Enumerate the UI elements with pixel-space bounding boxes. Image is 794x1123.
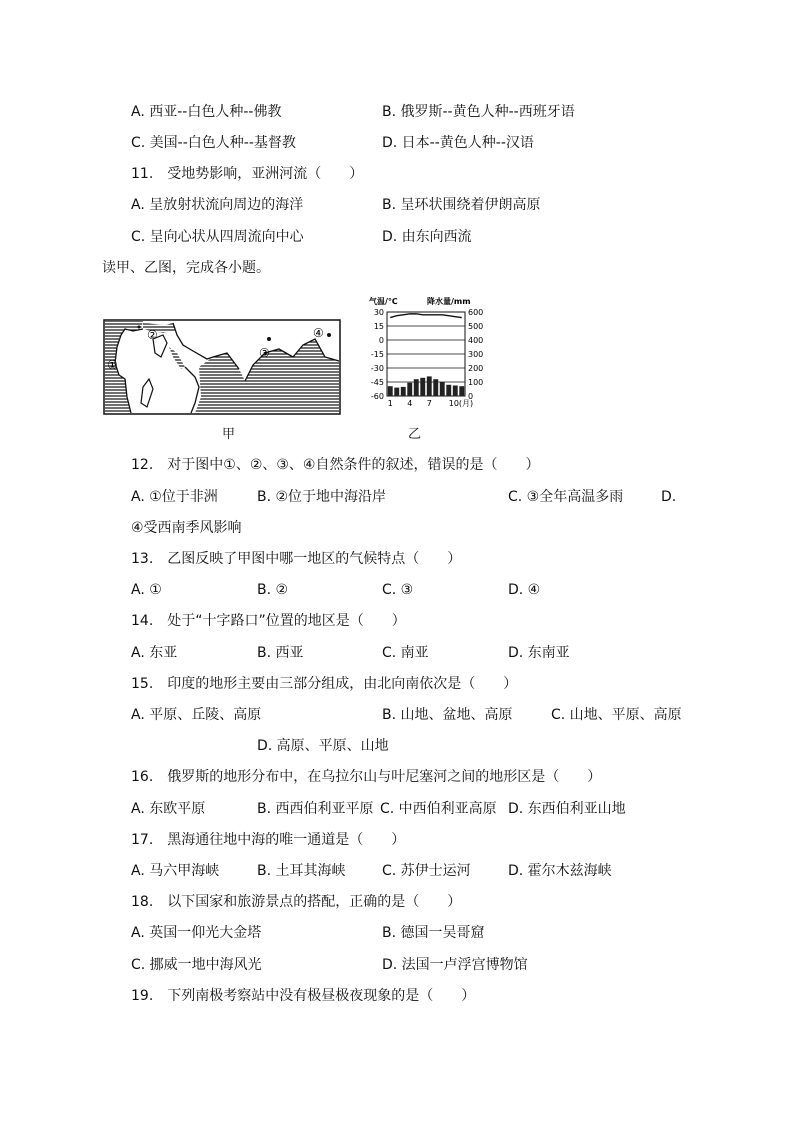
precip-bar: [414, 379, 419, 396]
q11-option-b: B. 呈环状围绕着伊朗高原: [382, 197, 541, 213]
q15-stem: 15. 印度的地形主要由三部分组成，由北向南依次是（ ）: [131, 676, 518, 692]
chart-caption: 乙: [408, 427, 422, 442]
q15-option-d: D. 高原、平原、山地: [257, 738, 389, 754]
precip-bar: [420, 378, 425, 396]
precip-bar: [427, 376, 432, 396]
q11-stem: 11. 受地势影响，亚洲河流（ ）: [131, 166, 364, 182]
map-figure: [103, 317, 343, 417]
q11-option-a: A. 呈放射状流向周边的海洋: [131, 197, 304, 213]
q12-stem: 12. 对于图中①、②、③、④自然条件的叙述，错误的是（ ）: [131, 457, 540, 473]
q11-option-c: C. 呈向心状从四周流向中心: [131, 229, 304, 245]
map-label-4: ④: [313, 326, 324, 340]
precip-bar: [453, 386, 458, 397]
q16-stem: 16. 俄罗斯的地形分布中，在乌拉尔山与叶尼塞河之间的地形区是（ ）: [131, 769, 602, 785]
month-tick-label: 4: [407, 399, 413, 408]
precip-tick-label: 200: [468, 364, 484, 373]
temp-tick-label: 15: [373, 322, 384, 331]
precip-bar: [446, 385, 451, 396]
temp-tick-label: -60: [370, 392, 384, 401]
q18-option-b: B. 德国一吴哥窟: [382, 925, 485, 941]
precip-bar: [459, 386, 464, 396]
temperature-line: [390, 314, 462, 318]
q17-option-c: C. 苏伊士运河: [382, 863, 471, 879]
q14-option-b: B. 西亚: [257, 645, 304, 661]
q17-option-a: A. 马六甲海峡: [131, 863, 220, 879]
q18-option-c: C. 挪威一地中海风光: [131, 957, 262, 973]
map-caption: 甲: [222, 427, 236, 442]
reading-instruction: 读甲、乙图，完成各小题。: [102, 260, 270, 276]
precip-tick-label: 300: [468, 350, 484, 359]
precip-bar: [394, 388, 399, 396]
precip-bar: [401, 387, 406, 396]
q17-option-b: B. 土耳其海峡: [257, 863, 346, 879]
q13-option-d: D. ④: [508, 582, 541, 598]
q15-option-c: C. 山地、平原、高原: [551, 707, 682, 723]
q13-option-c: C. ③: [382, 582, 414, 598]
q12-option-d-text: ④受西南季风影响: [131, 520, 242, 536]
q16-option-c: C. 中西伯利亚高原: [380, 801, 497, 817]
map-point-2: [138, 326, 141, 329]
q13-option-a: A. ①: [131, 582, 162, 598]
precip-tick-label: 500: [468, 322, 484, 331]
q19-stem: 19. 下列南极考察站中没有极昼极夜现象的是（ ）: [131, 988, 476, 1004]
map-label-2: ②: [147, 328, 158, 342]
temp-tick-label: -30: [370, 364, 384, 373]
precip-axis-label: 降水量/mm: [427, 297, 471, 306]
q18-stem: 18. 以下国家和旅游景点的搭配，正确的是（ ）: [131, 894, 462, 910]
month-tick-label: 7: [426, 399, 432, 408]
precip-bar: [407, 383, 412, 396]
q14-option-c: C. 南亚: [382, 645, 429, 661]
q10-option-d: D. 日本--黄色人种--汉语: [382, 135, 534, 151]
q18-option-d: D. 法国一卢浮宫博物馆: [382, 957, 528, 973]
q15-option-b: B. 山地、盆地、高原: [382, 707, 513, 723]
q12-option-b: B. ②位于地中海沿岸: [257, 489, 387, 505]
q12-option-d-letter: D.: [661, 489, 677, 505]
precip-tick-label: 600: [468, 308, 484, 317]
precip-tick-label: 400: [468, 336, 484, 345]
q16-option-a: A. 东欧平原: [131, 801, 206, 817]
q11-option-d: D. 由东向西流: [382, 229, 472, 245]
map-point-3: [267, 337, 271, 341]
precip-tick-label: 0: [468, 392, 474, 401]
q12-option-c: C. ③全年高温多雨: [508, 489, 624, 505]
temp-tick-label: 30: [373, 308, 384, 317]
month-tick-label: 1: [387, 399, 393, 408]
q16-option-d: D. 东西伯利亚山地: [508, 801, 626, 817]
precip-bar: [440, 382, 445, 396]
climate-chart: [365, 294, 500, 419]
q13-stem: 13. 乙图反映了甲图中哪一地区的气候特点（ ）: [131, 551, 462, 567]
month-tick-label: 10(月): [448, 399, 474, 408]
q15-option-a: A. 平原、丘陵、高原: [131, 707, 262, 723]
q17-stem: 17. 黑海通往地中海的唯一通道是（ ）: [131, 832, 406, 848]
q14-option-a: A. 东亚: [131, 645, 178, 661]
q13-option-b: B. ②: [257, 582, 289, 598]
temp-tick-label: -15: [370, 350, 384, 359]
map-label-1: ①: [107, 358, 118, 372]
precip-bar: [388, 386, 393, 396]
precip-bar: [433, 379, 438, 396]
map-label-3: ③: [259, 346, 270, 360]
temp-tick-label: -45: [370, 378, 384, 387]
q14-stem: 14. 处于“十字路口”位置的地区是（ ）: [131, 613, 406, 629]
q18-option-a: A. 英国一仰光大金塔: [131, 925, 262, 941]
temp-axis-label: 气温/℃: [369, 297, 398, 306]
q12-option-a: A. ①位于非洲: [131, 489, 218, 505]
temp-tick-label: 0: [378, 336, 384, 345]
q10-option-b: B. 俄罗斯--黄色人种--西班牙语: [382, 104, 575, 120]
q17-option-d: D. 霍尔木兹海峡: [508, 863, 612, 879]
map-point-4: [327, 333, 331, 337]
q16-option-b: B. 西西伯利亚平原: [257, 801, 374, 817]
precip-tick-label: 100: [468, 378, 484, 387]
q10-option-c: C. 美国--白色人种--基督教: [131, 135, 296, 151]
q10-option-a: A. 西亚--白色人种--佛教: [131, 104, 282, 120]
q14-option-d: D. 东南亚: [508, 645, 570, 661]
